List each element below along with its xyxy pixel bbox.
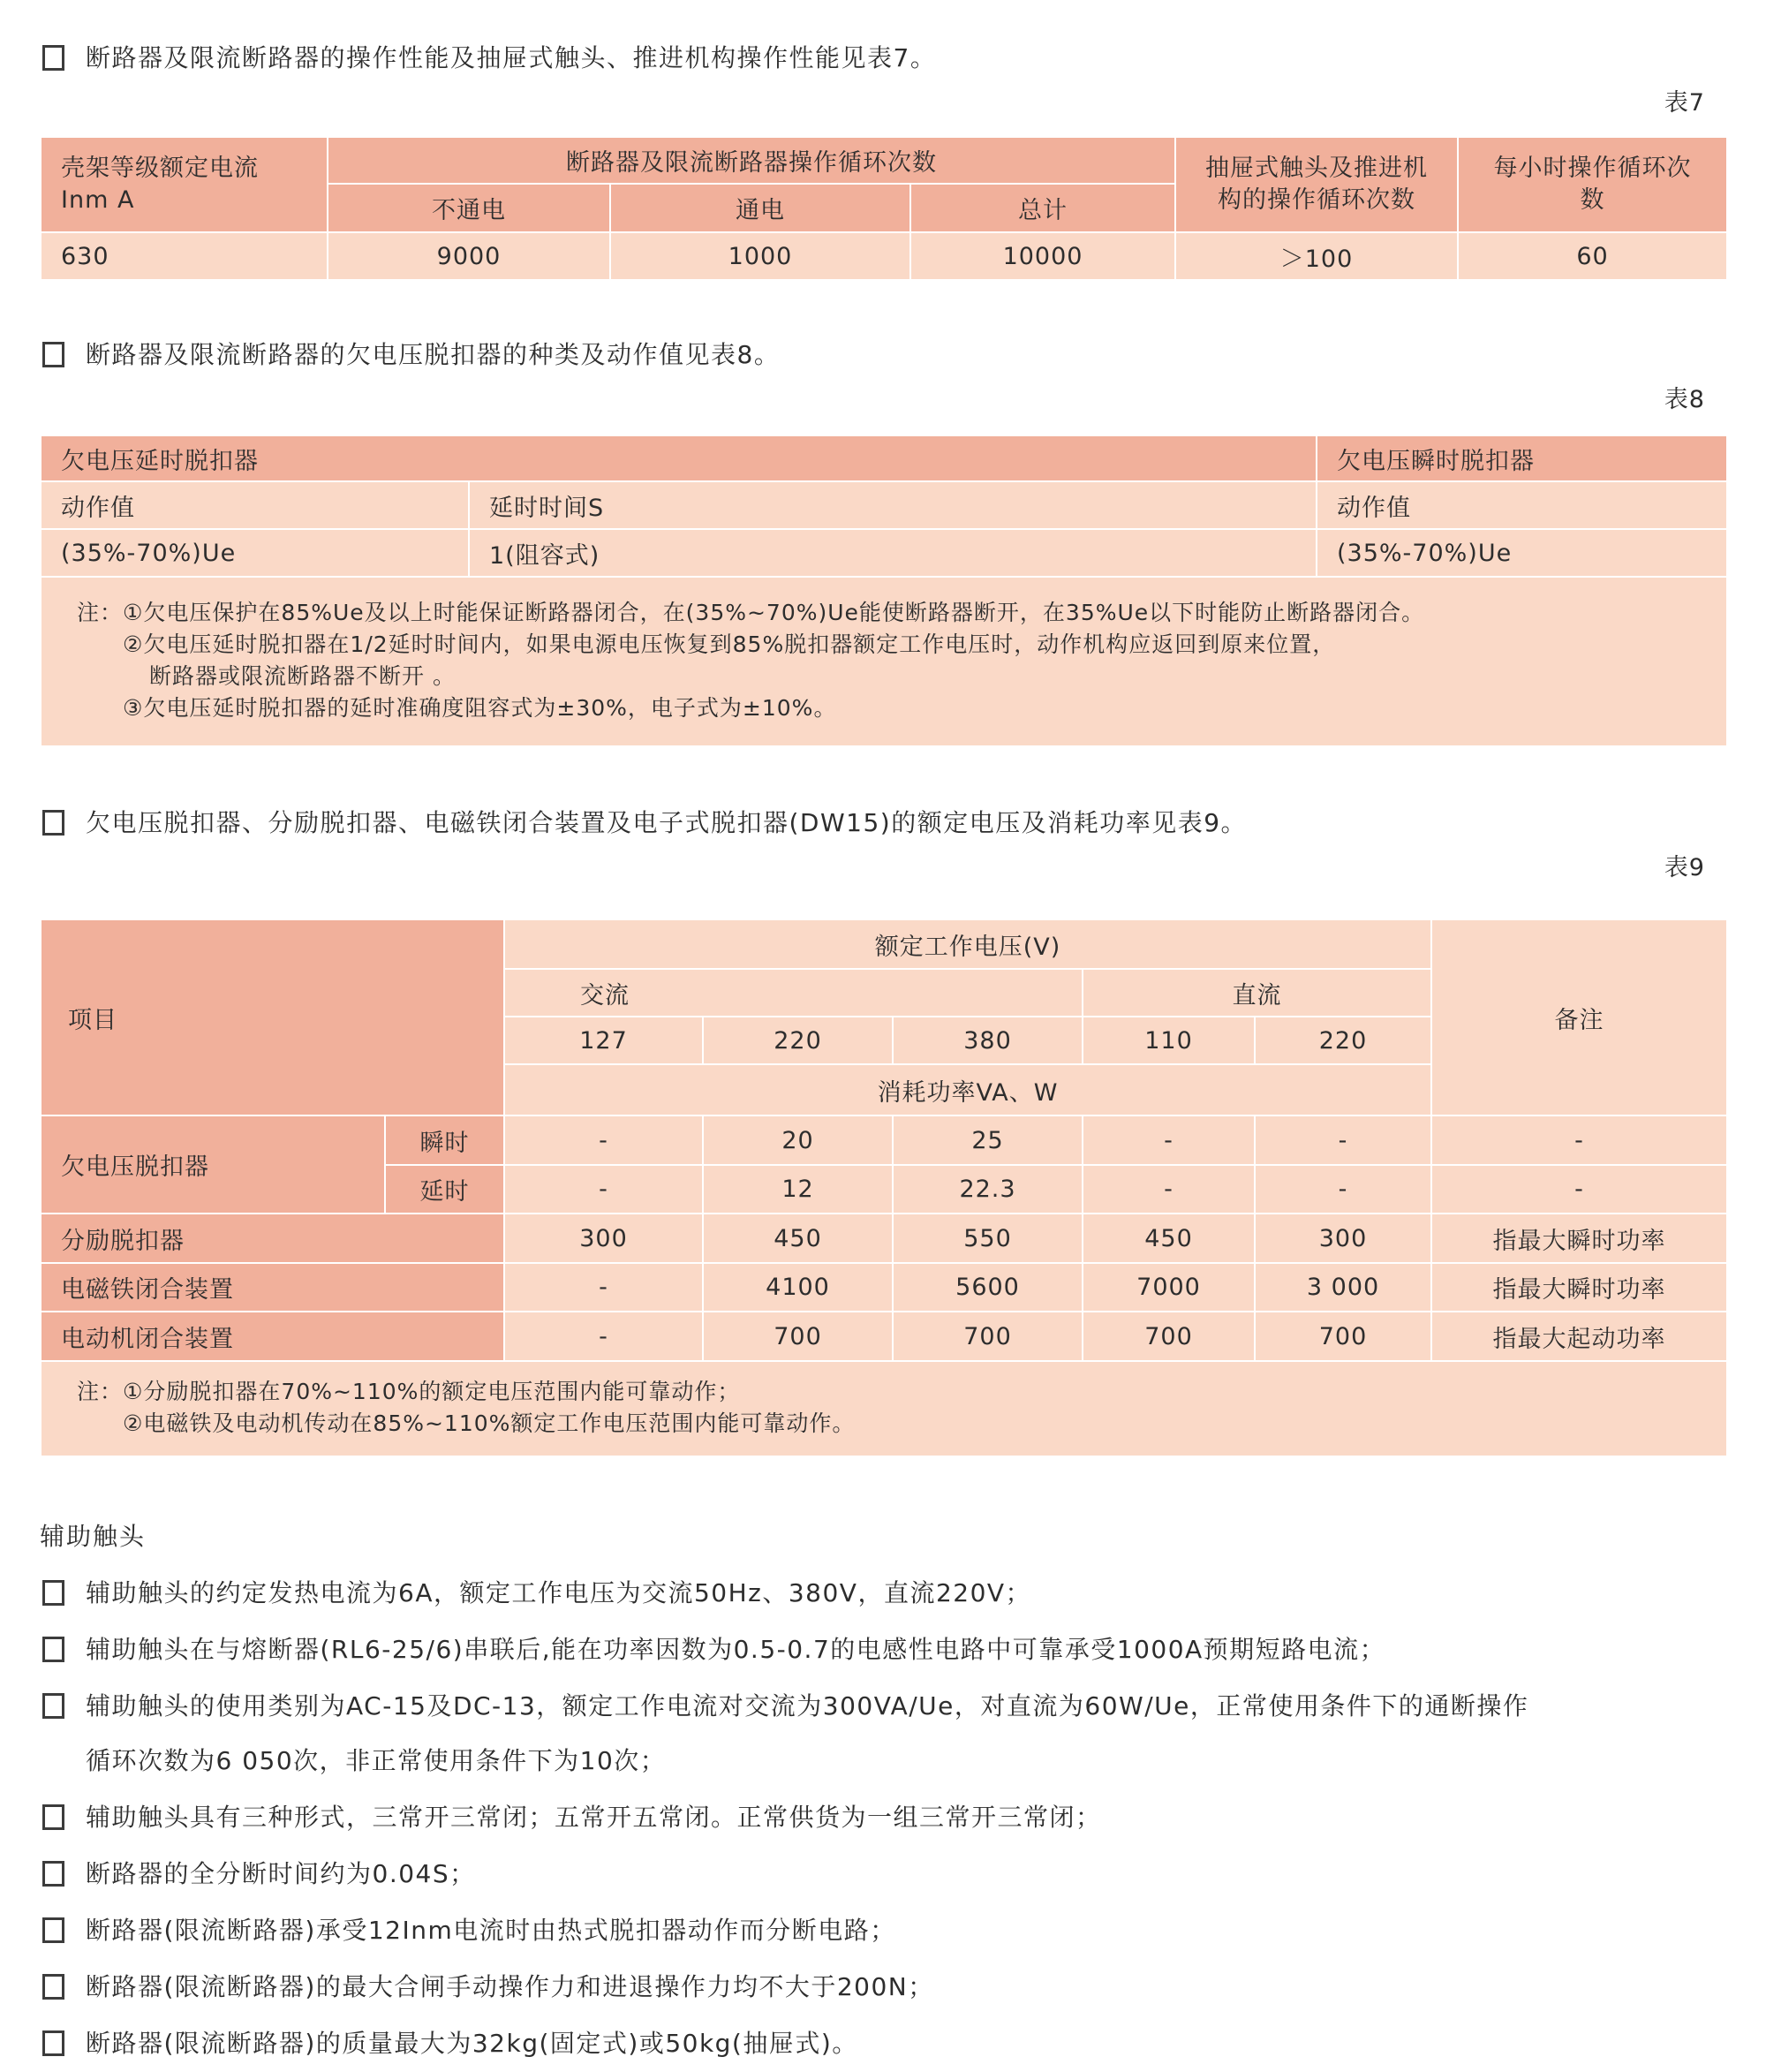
square-bullet-icon [42, 2030, 64, 2056]
table9-remark-cell: 指最大瞬时功率 [1431, 1263, 1727, 1312]
table9-power-header-cell: 消耗功率VA、W [504, 1064, 1431, 1115]
table9-value-cell: - [1255, 1115, 1431, 1165]
intro-bullet-1 [40, 42, 1726, 74]
table9-remark-header-cell: 备注 [1431, 919, 1727, 1115]
table7-value-cell: 10000 [910, 232, 1175, 280]
square-bullet-icon [42, 1974, 64, 2000]
note-line: ③欠电压延时脱扣器的延时准确度阻容式为±30%，电子式为±10%。 [123, 695, 837, 721]
aux-bullet-6-text: 断路器(限流断路器)承受12Inm电流时由热式脱扣器动作而分断电路； [86, 1916, 896, 1945]
table9-remark-cell: - [1431, 1165, 1727, 1214]
table9-data-row [41, 1115, 1727, 1165]
square-bullet-icon [42, 1580, 64, 1606]
table8-cell: 动作值 [41, 481, 469, 529]
note-line: ②欠电压延时脱扣器在1/2延时时间内，如果电源电压恢复到85%脱扣器额定工作电压时，动作机构应返回到原来位置， [123, 631, 1336, 657]
intro-bullet-1-text: 断路器及限流断路器的操作性能及抽屉式触头、推进机构操作性能见表7。 [86, 43, 937, 72]
table9-sub-label-cell: 延时 [385, 1165, 504, 1214]
aux-bullet-4 [40, 1802, 1726, 1834]
table7-value-cell: 1000 [610, 232, 910, 280]
table7-value-cell: ＞100 [1175, 232, 1458, 280]
square-bullet-icon [42, 1861, 64, 1887]
intro-bullet-2-text: 断路器及限流断路器的欠电压脱扣器的种类及动作值见表8。 [86, 340, 781, 369]
intro-bullet-3-text: 欠电压脱扣器、分励脱扣器、电磁铁闭合装置及电子式脱扣器(DW15)的额定电压及消耗功率见表9。 [86, 808, 1248, 837]
table7-label: 表7 [1664, 89, 1705, 117]
table8-row-values [41, 529, 1727, 577]
square-bullet-icon [42, 1917, 64, 1943]
frame-header-line2: Inm A [61, 186, 135, 214]
table7-subheader-cell: 总计 [910, 184, 1175, 232]
table9-header-row-1 [41, 919, 1727, 969]
aux-bullet-8-text: 断路器(限流断路器)的质量最大为32kg(固定式)或50kg(抽屉式)。 [86, 2029, 858, 2058]
square-bullet-icon [42, 810, 64, 836]
table7-subheader-cell: 不通电 [328, 184, 610, 232]
table9-value-cell: 4100 [703, 1263, 893, 1312]
table9-voltage-header-cell: 额定工作电压(V) [504, 919, 1431, 969]
table9-voltage-cell: 220 [1255, 1017, 1431, 1064]
table9-value-cell: 12 [703, 1165, 893, 1214]
table9-value-cell: 700 [893, 1312, 1083, 1361]
table9-value-cell: 25 [893, 1115, 1083, 1165]
table9-row-label-cell: 欠电压脱扣器 [41, 1115, 385, 1214]
table8-cell: 动作值 [1317, 481, 1727, 529]
table9 [40, 919, 1728, 1457]
aux-bullet-3-text: 辅助触头的使用类别为AC-15及DC-13，额定工作电流对交流为300VA/Ue，对直流为60W/Ue，正常使用条件下的通断操作 [86, 1691, 1529, 1720]
square-bullet-icon [42, 45, 64, 71]
table9-row-label-cell: 分励脱扣器 [41, 1214, 504, 1263]
table9-voltage-cell: 380 [893, 1017, 1083, 1064]
table7-data-row [41, 232, 1727, 280]
table9-value-cell: 450 [1083, 1214, 1255, 1263]
intro-bullet-3 [40, 807, 1726, 839]
table9-value-cell: - [1083, 1165, 1255, 1214]
aux-bullet-4-text: 辅助触头具有三种形式，三常开三常闭；五常开五常闭。正常供货为一组三常开三常闭； [86, 1803, 1102, 1832]
table9-data-row [41, 1263, 1727, 1312]
aux-bullet-3-text-continued: 循环次数为6 050次，非正常使用条件下为10次； [86, 1746, 667, 1775]
table8-row-action [41, 481, 1727, 529]
aux-bullet-8 [40, 2028, 1726, 2060]
table9-value-cell: - [504, 1312, 703, 1361]
table7-subheader-cell: 通电 [610, 184, 910, 232]
table9-remark-cell: 指最大瞬时功率 [1431, 1214, 1727, 1263]
table9-remark-cell: 指最大起动功率 [1431, 1312, 1727, 1361]
table8-notes-row [41, 577, 1727, 746]
table9-value-cell: 3 000 [1255, 1263, 1431, 1312]
table9-remark-cell: - [1431, 1115, 1727, 1165]
table9-value-cell: 300 [1255, 1214, 1431, 1263]
table9-label: 表9 [1664, 854, 1705, 881]
table9-value-cell: - [504, 1115, 703, 1165]
table9-row-label-cell: 电磁铁闭合装置 [41, 1263, 504, 1312]
aux-bullet-7 [40, 1971, 1726, 2003]
frame-header-line1: 壳架等级额定电流 [61, 155, 259, 182]
table7-frame-header-cell [41, 137, 328, 232]
table9-voltage-cell: 110 [1083, 1017, 1255, 1064]
table9-value-cell: - [1255, 1165, 1431, 1214]
note-line: 注：①欠电压保护在85%Ue及以上时能保证断路器闭合，在(35%~70%)Ue能使断路器断开，在35%Ue以下时能防止断路器闭合。 [77, 600, 1425, 625]
table7-group-header-cell: 断路器及限流断路器操作循环次数 [328, 137, 1175, 184]
table7-value-cell: 630 [41, 232, 328, 280]
table9-value-cell: 20 [703, 1115, 893, 1165]
square-bullet-icon [42, 1693, 64, 1719]
table9-value-cell: 700 [703, 1312, 893, 1361]
aux-section-heading: 辅助触头 [40, 1522, 147, 1551]
table9-value-cell: - [504, 1263, 703, 1312]
table8 [40, 435, 1728, 747]
note-line: ②电磁铁及电动机传动在85%~110%额定工作电压范围内能可靠动作。 [123, 1410, 856, 1436]
table9-data-row [41, 1214, 1727, 1263]
square-bullet-icon [42, 1804, 64, 1830]
table9-value-cell: 450 [703, 1214, 893, 1263]
table8-cell: 延时时间S [469, 481, 1317, 529]
table9-value-cell: 5600 [893, 1263, 1083, 1312]
aux-bullet-1 [40, 1577, 1726, 1609]
table8-instant-header-cell: 欠电压瞬时脱扣器 [1317, 435, 1727, 481]
table9-value-cell: 550 [893, 1214, 1083, 1263]
table7-hourly-header-cell: 每小时操作循环次数 [1458, 137, 1727, 232]
table9-sub-label-cell: 瞬时 [385, 1115, 504, 1165]
note-line: 断路器或限流断路器不断开 。 [149, 663, 456, 689]
table8-delay-header-cell: 欠电压延时脱扣器 [41, 435, 1317, 481]
aux-bullet-5 [40, 1858, 1726, 1890]
table9-value-cell: - [1083, 1115, 1255, 1165]
table9-voltage-cell: 220 [703, 1017, 893, 1064]
table8-cell: 1(阻容式) [469, 529, 1317, 577]
table8-label: 表8 [1664, 386, 1705, 413]
table9-value-cell: - [504, 1165, 703, 1214]
table9-notes-cell [41, 1361, 1727, 1456]
table8-cell: (35%-70%)Ue [1317, 529, 1727, 577]
table9-ac-header-cell: 交流 [504, 969, 1083, 1017]
table8-header-row [41, 435, 1727, 481]
table9-value-cell: 22.3 [893, 1165, 1083, 1214]
aux-bullet-6 [40, 1915, 1726, 1947]
table9-data-row [41, 1312, 1727, 1361]
table7-value-cell: 9000 [328, 232, 610, 280]
table9-notes-row [41, 1361, 1727, 1456]
aux-bullet-5-text: 断路器的全分断时间约为0.04S； [86, 1859, 476, 1888]
table8-cell: (35%-70%)Ue [41, 529, 469, 577]
table9-value-cell: 700 [1083, 1312, 1255, 1361]
intro-bullet-2 [40, 339, 1726, 371]
table9-item-header-cell: 项目 [41, 919, 504, 1115]
aux-bullet-2 [40, 1634, 1726, 1666]
aux-bullet-1-text: 辅助触头的约定发热电流为6A，额定工作电压为交流50Hz、380V，直流220V； [86, 1578, 1032, 1607]
aux-bullet-2-text: 辅助触头在与熔断器(RL6-25/6)串联后,能在功率因数为0.5-0.7的电感性电路中可靠承受1000A预期短路电流； [86, 1635, 1386, 1664]
aux-bullet-7-text: 断路器(限流断路器)的最大合闸手动操作力和进退操作力均不大于200N； [86, 1972, 934, 2001]
table7-drawer-header-cell: 抽屉式触头及推进机构的操作循环次数 [1175, 137, 1458, 232]
table9-value-cell: 300 [504, 1214, 703, 1263]
table7 [40, 136, 1728, 281]
note-line: 注：①分励脱扣器在70%~110%的额定电压范围内能可靠动作； [77, 1379, 741, 1404]
table9-value-cell: 7000 [1083, 1263, 1255, 1312]
table9-voltage-cell: 127 [504, 1017, 703, 1064]
square-bullet-icon [42, 342, 64, 367]
table7-value-cell: 60 [1458, 232, 1727, 280]
table9-row-label-cell: 电动机闭合装置 [41, 1312, 504, 1361]
table7-header-row-1 [41, 137, 1727, 184]
aux-bullet-3 [40, 1690, 1726, 1777]
table8-notes-cell [41, 577, 1727, 746]
table9-value-cell: 700 [1255, 1312, 1431, 1361]
table9-dc-header-cell: 直流 [1083, 969, 1431, 1017]
square-bullet-icon [42, 1637, 64, 1662]
